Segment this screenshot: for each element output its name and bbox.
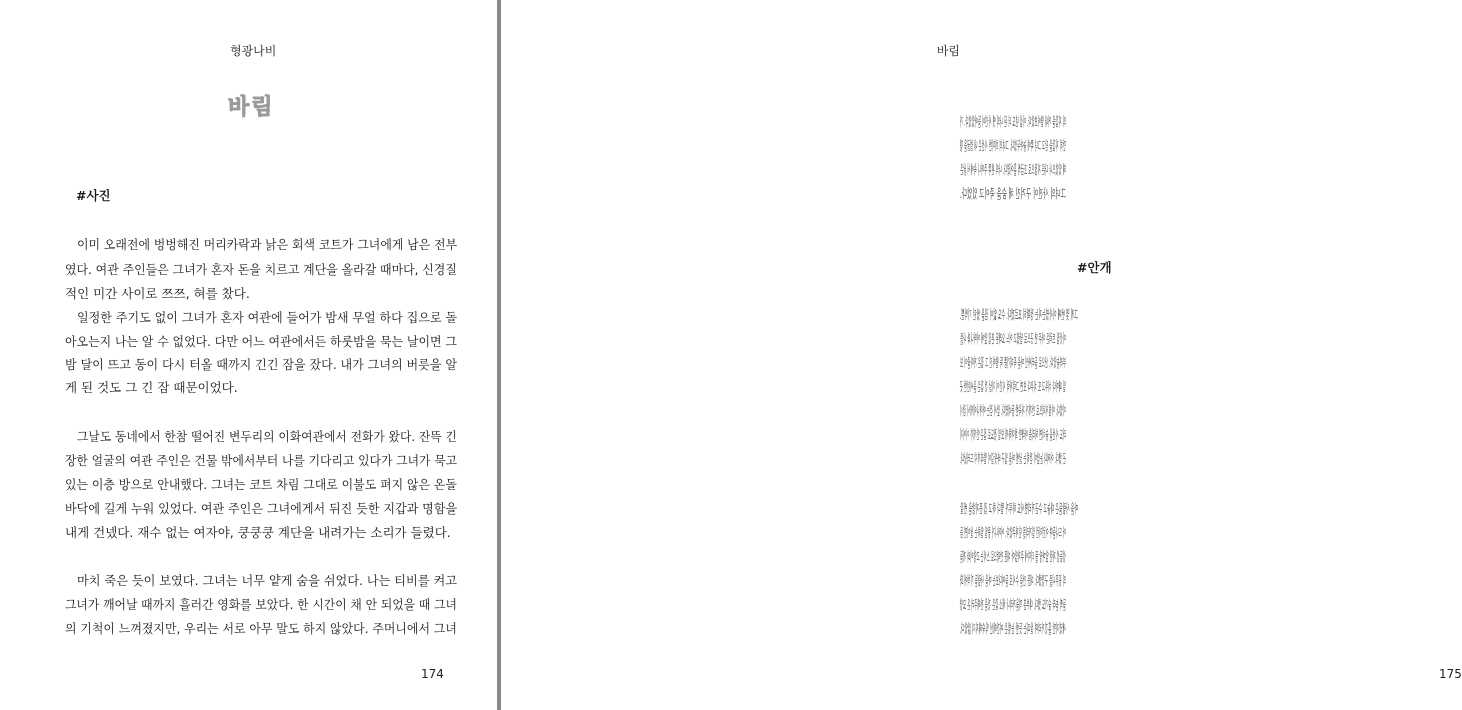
- body-line: 아오는지 나는 알 수 없었다. 다만 어느 여관에서든 하룻밤을 묵는 날이면 그: [65, 334, 457, 349]
- body-line: 그녀의 사진이 구겨진 채 숨을 죽이고 있었다.: [960, 186, 1066, 201]
- page-number: 175: [1439, 667, 1462, 681]
- body-line: 마치 죽은 듯이 보였다. 그녀는 너무 얕게 숨을 쉬었다. 나는 티비를 켜고: [77, 573, 458, 588]
- page-number: 174: [421, 667, 444, 681]
- body-line: 그녀가 깨어날 때까지 흘러간 영화를 보았다. 한 시간이 채 안 되었을 때 그녀: [65, 597, 457, 612]
- body-line: 부려놓았다. 산으로 둘러싸인 마을 꼭대기쯤 뚝 떨어진 그 집은 거미줄이 보: [960, 355, 1066, 370]
- body-line: 일정한 주기도 없이 그녀가 혼자 여관에 들어가 밤새 무얼 하다 집으로 돌: [77, 310, 458, 325]
- body-line: 의 꽁무니를 구경했다. 대문 안을 수시로 들여다보는 마을 사람들 기척에 화: [960, 573, 1066, 588]
- body-line: 그날도 동네에서 한참 떨어진 변두리의 이화여관에서 전화가 왔다. 잔뜩 긴: [77, 429, 457, 444]
- section-heading: #안개: [1077, 260, 1112, 275]
- running-head: 바림: [936, 44, 960, 58]
- body-line: 이삿짐 트럭은 아주 먼 곳으로 달렸고 어느 오래된 촌집 앞에 어머니와 나를: [960, 331, 1066, 346]
- body-line: 였다. 여관 주인들은 그녀가 혼자 돈을 치르고 계단을 올라갈 때마다, 신경질: [65, 262, 457, 277]
- body-line: 적인 미간 사이로 쯔쯔, 혀를 찼다.: [65, 286, 250, 301]
- chapter-title: 바림: [228, 95, 275, 120]
- body-line: 들짝 놀라 숨기도 했다. 대부분 먹을거리나 채소 같은 것을 전해주러 온 모양: [959, 597, 1066, 612]
- body-line: 바닥에 길게 누워 있었다. 여관 주인은 그녀에게서 뒤진 듯한 지갑과 명함을: [65, 501, 458, 516]
- body-line: 라도 시선을 놓치면 허리춤 아래만 희미하게 보일 정도로 짙은 안개가 이어지: [960, 427, 1066, 442]
- body-line: 해 있었으나 다른 지점으로 조금씩 흘어졌다. 나의 왼쪽 주머니 속에서 낡은: [960, 162, 1066, 177]
- running-head: 형광나비: [230, 44, 277, 58]
- body-line: 의 기척이 느껴졌지만, 우리는 서로 아무 말도 하지 않았다. 주머니에서 그녀: [65, 621, 457, 636]
- body-line: 새였지만 흘깃거리며 살피는 듯한 눈빛은 여간해선 익숙해지지 않았다.: [959, 621, 1066, 636]
- section-heading: #사진: [76, 188, 111, 203]
- body-line: 이었다. 아침저녁으로 안개가 자욱한 동네였다. 앞서 걷는 어머니에게서 잠시: [960, 403, 1066, 418]
- body-line: 이미 오래전에 벙벙해진 머리카락과 낡은 회색 코트가 그녀에게 남은 전부: [77, 237, 458, 252]
- body-line: 마을 사람들은 대놓고 수군거리면서도 하루가 멀다 하고 집 문지방을 번갈: [960, 501, 1078, 516]
- right-page: [501, 0, 1462, 710]
- body-line: 곤 했다. 어쩌다 눈앞이 걷히는 날엔 마을 입구 바닷길이 멀리까지 드러났다.: [959, 451, 1066, 466]
- body-line: 아 드나들며 이런저런 일거리를 던져주었다. 어머니가 종일 일하는 날이면 듬: [960, 525, 1066, 540]
- body-line: 밤 달이 뜨고 동이 다시 터올 때까지 긴긴 잠을 잤다. 내가 그녀의 버릇을 알: [65, 357, 458, 372]
- body-line: 만히 지갑을 닫고 그녀 쪽에 놓아두었다. 그녀의 희미한 시선은 내 얼굴을 향: [959, 138, 1066, 153]
- body-line: 의 지갑을 꺼내 열어보았다. 이십 년도 더 된 나의 옛 사진이 들어있었다. 가: [960, 114, 1066, 129]
- body-line: 일 때마다 치우고 또 치우다 보면 그럭저럭 시간이 지날 것 같은 을씨년한 곳: [959, 379, 1066, 394]
- left-page: [0, 0, 497, 710]
- body-line: 내게 건넸다. 재수 없는 여자야, 쿵쿵쿵 계단을 내려가는 소리가 들렸다.: [65, 525, 451, 540]
- body-line: 장한 얼굴의 여관 주인은 건물 밖에서부터 나를 기다리고 있다가 그녀가 묵고: [65, 453, 458, 468]
- body-line: 그게 몇 번째 이사였는지는 정확히 모르겠다. 수도 없이 짐을 쌌던 기억뿐.: [959, 307, 1078, 322]
- body-line: 성듬성 자란 앞마당 풀 더미에 주저앉아 대문 안팎으로 스치는 고양이와 개들: [960, 549, 1066, 564]
- body-line: 게 된 것도 그 긴 잠 때문이었다.: [65, 380, 238, 395]
- body-line: 있는 이층 방으로 안내했다. 그녀는 코트 차림 그대로 이불도 펴지 않은 온돌: [65, 477, 457, 492]
